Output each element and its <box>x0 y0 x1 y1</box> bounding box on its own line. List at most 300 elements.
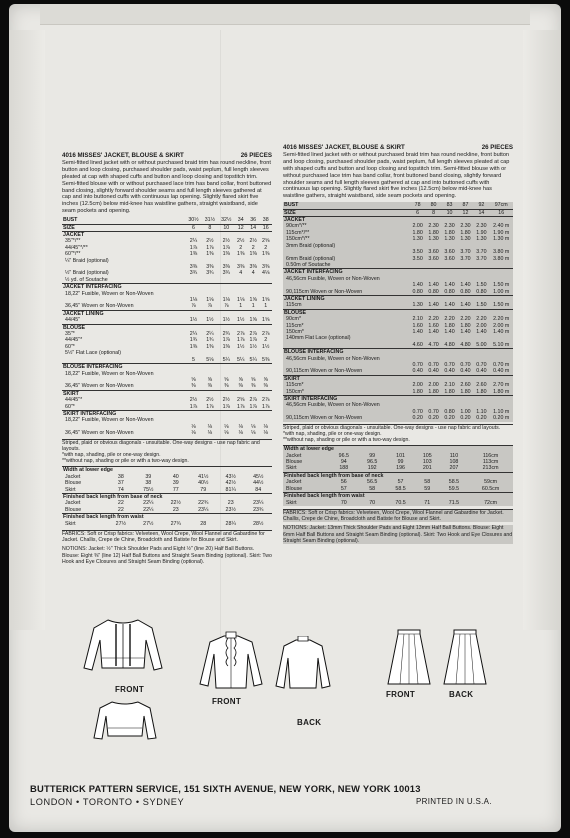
row-label: 0.50m of Soutache <box>286 261 331 268</box>
jacket-back-sketch <box>90 698 160 740</box>
table-cell: 2.00 <box>412 223 423 230</box>
row-label: 44/45"* <box>65 397 83 404</box>
table-cell: 40 <box>172 473 179 480</box>
table-cell: 14 <box>250 224 257 231</box>
table-cell: 12 <box>462 209 469 216</box>
table-cell: 28½ <box>253 520 264 527</box>
table-cell: 0.40 <box>460 368 471 375</box>
table-cell: 0.40 <box>476 368 487 375</box>
table-cell: 3⅜ <box>249 264 257 270</box>
table-cell: 5¼ <box>249 356 257 363</box>
table-cell: 1.50 <box>476 302 487 309</box>
table-row <box>283 415 513 421</box>
row-label <box>283 342 410 349</box>
table-cell: 2 <box>264 337 268 344</box>
row-label: JACKET <box>63 231 85 238</box>
table-cell: 57 <box>397 479 404 486</box>
pattern-title: 4016 MISSES' JACKET, BLOUSE & SKIRT 26 PIECES <box>62 152 272 159</box>
table-cell: 5.00 <box>476 341 487 348</box>
row-label: 140mm Flat Lace (optional) <box>286 335 351 342</box>
table-cell: 1.30 <box>412 302 423 309</box>
table-cell: 1.40 <box>460 302 471 309</box>
row-label: 44/45" <box>65 317 81 324</box>
table-cell: 22½ <box>170 500 181 507</box>
table-cell: 0.70 m <box>493 362 510 368</box>
table-cell <box>489 269 513 276</box>
table-cell: 84 <box>255 486 262 493</box>
table-cell: 0.20 <box>412 415 423 422</box>
table-cell: 2⅞ <box>249 397 257 404</box>
table-cell: 2½ <box>237 238 245 245</box>
table-cell <box>426 217 442 224</box>
table-row <box>283 349 513 356</box>
row-label: 18,22" Fusible, Woven or Non-Woven <box>65 417 154 424</box>
row-label <box>62 357 185 364</box>
row-label: 60"* <box>65 343 75 350</box>
table-cell <box>218 324 234 331</box>
measurement-heading: Finished back length from base of neck <box>284 472 384 479</box>
row-label: 150cm* <box>286 388 304 395</box>
table-cell: 2.20 <box>460 316 471 323</box>
table-cell: 57 <box>340 485 347 492</box>
table-cell <box>218 284 234 291</box>
table-cell <box>259 410 272 417</box>
table-row <box>283 289 513 296</box>
row-label: 46,56cm Fusible, Woven or Non-Woven <box>286 275 380 282</box>
table-cell: 2½ <box>249 238 257 245</box>
table-cell <box>185 324 201 331</box>
table-cell <box>473 375 489 382</box>
table-cell: 59.5 <box>448 485 460 492</box>
row-label: Blouse <box>286 485 303 492</box>
table-cell: 2.60 <box>460 382 471 389</box>
table-cell: 6 <box>192 224 195 231</box>
measurement-heading: Width at lower edge <box>63 467 113 474</box>
table-cell <box>426 295 442 302</box>
table-cell: 2⅞ <box>262 397 270 404</box>
table-cell: ⅜ <box>207 383 213 390</box>
row-label: 35"* <box>65 331 75 338</box>
table-row <box>62 507 272 514</box>
table-cell: 1½ <box>237 343 245 350</box>
table-cell: 1.40 <box>412 328 423 335</box>
table-cell: 58 <box>424 479 431 486</box>
table-cell: 1½ <box>189 317 198 324</box>
row-label: 150cm*/** <box>286 236 310 243</box>
row-label: Blouse <box>286 459 303 466</box>
table-cell: 1⅜ <box>189 251 198 258</box>
table-cell: 1.80 <box>428 229 439 236</box>
table-cell: 8 <box>208 224 212 231</box>
table-cell: 3.50 <box>412 249 423 256</box>
table-cell <box>185 284 201 291</box>
table-cell: 2.30 <box>444 223 455 230</box>
table-cell: 1⅛ <box>189 297 198 304</box>
table-row <box>62 224 272 231</box>
table-cell: 22 <box>117 500 124 507</box>
table-row <box>62 364 272 371</box>
table-cell: 3.60 <box>444 255 455 262</box>
table-cell <box>489 295 513 302</box>
table-cell <box>234 277 246 284</box>
table-cell <box>458 295 474 302</box>
table-cell: 0.40 <box>444 368 455 375</box>
table-cell: 1.30 <box>412 236 423 243</box>
table-cell: ⅛ <box>263 430 268 437</box>
table-cell: 74 <box>117 486 124 493</box>
table-cell: 1 <box>251 303 255 310</box>
table-cell <box>247 410 259 417</box>
table-cell <box>458 349 474 356</box>
table-cell: 37 <box>117 480 124 487</box>
table-cell: 1⅞ <box>206 244 214 251</box>
table-cell: 0.70 <box>412 408 423 415</box>
table-cell: 38 <box>117 473 124 480</box>
table-cell: 6 <box>416 209 420 216</box>
table-cell: 1.40 <box>428 328 439 335</box>
table-cell: 1¾ <box>206 337 214 344</box>
table-cell <box>247 390 259 397</box>
table-cell: 0.70 <box>476 362 487 368</box>
table-cell <box>259 277 272 284</box>
table-cell: 5.10 m <box>493 341 510 348</box>
fabric-note: Striped, plaid or obvious diagonals - unsuitable. One-way designs - use nap fabric and layouts. *with nap, shading, pile or one-way design. **without nap, shading or pile or with a two-way design. <box>62 439 272 465</box>
table-cell: 1½ <box>249 343 257 350</box>
table-cell: 2.40 m <box>493 223 510 230</box>
table-cell: 3.50 <box>412 255 423 262</box>
table-cell <box>426 375 442 382</box>
back-label-1: BACK <box>297 718 322 727</box>
imperial-column <box>62 153 272 565</box>
table-cell: 1.30 <box>460 236 471 243</box>
row-label: 90,115cm Woven or Non-Woven <box>286 368 363 375</box>
table-cell: 213cm <box>482 465 499 472</box>
table-cell: 22¼ <box>143 500 154 507</box>
table-cell <box>442 309 458 316</box>
table-cell: ⅛ <box>263 423 268 430</box>
table-cell: 3.60 <box>428 255 439 262</box>
row-label: 115cm* <box>286 382 304 389</box>
table-cell <box>458 262 474 269</box>
table-cell: 1⅝ <box>262 297 270 304</box>
table-cell <box>202 324 218 331</box>
table-cell: 1⅜ <box>249 251 257 258</box>
table-cell: 1.80 <box>460 229 471 236</box>
table-cell: 2.20 <box>444 316 455 323</box>
table-cell <box>202 277 218 284</box>
table-cell <box>202 284 218 291</box>
table-cell <box>442 349 458 356</box>
table-cell: 27½ <box>143 520 154 527</box>
table-row <box>283 295 513 302</box>
table-cell: 2½ <box>189 397 198 404</box>
table-cell: 1.30 <box>428 236 439 243</box>
table-cell: ⅝ <box>207 376 213 383</box>
row-label: Skirt <box>286 499 297 506</box>
table-cell: 4⅛ <box>262 270 270 277</box>
table-row <box>283 375 513 382</box>
table-row <box>62 404 272 411</box>
table-cell: 1.80 <box>460 322 471 329</box>
envelope-right-edge <box>523 30 561 630</box>
table-cell <box>218 364 234 371</box>
table-cell: 3⅜ <box>262 264 270 270</box>
table-cell <box>410 217 426 224</box>
table-cell: ⅝ <box>263 376 268 383</box>
table-row <box>283 269 513 276</box>
table-cell: ⅛ <box>224 430 229 437</box>
measurement-heading-row <box>283 446 513 453</box>
table-cell: 108 <box>449 459 459 466</box>
table-cell: ⅛ <box>250 430 256 437</box>
table-cell <box>426 262 442 269</box>
table-cell: 1.30 m <box>493 236 510 243</box>
table-cell: 116cm <box>482 452 499 459</box>
table-cell: 0.80 <box>476 288 487 295</box>
table-row <box>62 390 272 397</box>
metric-fabric-note: Striped, plaid or obvious diagonals - unsuitable. One-way designs - use nap fabric and layouts. *with nap, shading, pile or one-way design. **without nap, shading or pile or with a two-way design. <box>283 424 513 444</box>
table-cell: 1½ <box>262 343 270 350</box>
table-cell: 1⅜ <box>237 251 245 258</box>
table-cell: ⅜ <box>238 383 243 390</box>
table-cell: 22¾ <box>198 500 209 507</box>
row-label: SIZE <box>63 224 75 231</box>
table-cell <box>426 349 442 356</box>
table-cell <box>410 309 426 316</box>
table-cell: 1.30 <box>444 236 455 243</box>
table-cell: 2.20 <box>428 316 439 323</box>
table-cell: 1⅜ <box>206 251 214 258</box>
table-cell: 10 <box>446 209 453 216</box>
table-cell: 99 <box>369 452 376 459</box>
table-row <box>283 396 513 403</box>
measurement-heading-row <box>283 493 513 500</box>
table-cell <box>259 310 272 317</box>
table-cell: 1.40 <box>428 302 439 309</box>
table-cell: 1.60 <box>428 322 439 329</box>
table-cell <box>259 390 272 397</box>
table-cell: 2⅝ <box>237 397 245 404</box>
table-cell: 1.80 <box>476 388 487 395</box>
table-cell <box>410 269 426 276</box>
table-cell: 59 <box>424 485 431 492</box>
table-cell <box>473 262 489 269</box>
row-label: SKIRT INTERFACING <box>284 396 338 403</box>
row-label: Jacket <box>286 479 302 486</box>
table-cell: 14 <box>478 209 485 216</box>
table-row <box>283 500 513 506</box>
table-cell <box>473 295 489 302</box>
row-label: 36,45" Woven or Non-Woven <box>65 430 134 437</box>
table-cell: ⅛ <box>238 430 243 437</box>
table-cell <box>442 262 458 269</box>
table-cell: 2 <box>264 244 268 251</box>
table-cell: 2.30 <box>476 223 487 230</box>
table-cell: 23¼ <box>253 500 264 507</box>
table-cell: 1.40 <box>444 328 455 335</box>
table-cell: 1⅜ <box>189 343 198 350</box>
table-cell: 101 <box>396 452 405 459</box>
table-cell: 56 <box>340 479 347 486</box>
table-cell: 1.90 m <box>493 229 510 236</box>
row-label: 46,56cm Fusible, Woven or Non-Woven <box>286 402 380 409</box>
pattern-description-metric: Semi-fitted lined jacket with or without purchased braid trim has round neckline, front button and loop closing, purchased shoulder pads, waist peplum, full length sleeves pleated at cap with shaped cuffs and button and loop closing and topstitch trim. Semi-fitted blouse with or without purchased lace trim has band collar, front buttoned band closing, slightly forward shoulder seams and full length sleeves gathered at cap and into buttoned cuffs with continuous lap opening. Slightly flared skirt five inches (12.5cm) below mid-knee has waistline gathers, straight waistband, side seam pockets and opening. <box>283 151 510 200</box>
table-cell: 38 <box>262 217 269 224</box>
table-cell <box>442 295 458 302</box>
table-cell: 23 <box>172 506 179 513</box>
table-cell: 3⅜ <box>189 264 198 270</box>
table-cell: 2 <box>239 244 243 251</box>
table-cell: 16 <box>498 209 505 216</box>
table-cell: ⅝ <box>224 376 229 383</box>
table-cell: 81¼ <box>225 486 236 493</box>
table-cell: 2.30 <box>428 223 439 230</box>
table-cell: 110 <box>449 452 459 459</box>
table-cell: 5⅜ <box>262 356 270 363</box>
table-cell: 0.20 <box>444 415 455 422</box>
table-cell: 45½ <box>253 473 264 480</box>
table-row <box>62 303 272 310</box>
table-cell <box>234 390 246 397</box>
row-label: 90cm*/** <box>286 223 307 230</box>
table-cell: 3.70 <box>460 255 471 262</box>
table-cell: 36 <box>250 217 257 224</box>
back-label-2: BACK <box>449 690 474 699</box>
table-cell: 1.40 <box>460 328 471 335</box>
table-cell: 2½ <box>206 238 214 245</box>
table-cell <box>410 349 426 356</box>
table-cell: 5 <box>192 356 195 363</box>
table-cell: 4.70 <box>428 341 439 348</box>
table-cell <box>473 396 489 403</box>
table-cell <box>489 309 513 316</box>
table-cell: 1.80 <box>412 388 423 395</box>
table-cell: 2¾ <box>222 331 230 338</box>
table-cell: 1⅞ <box>222 244 230 251</box>
table-cell <box>473 349 489 356</box>
table-cell: 1.60 <box>412 322 423 329</box>
table-cell: 92 <box>478 202 485 209</box>
row-label: 3mm Braid (optional) <box>286 242 336 249</box>
table-cell: 1.80 <box>412 229 423 236</box>
row-label: BLOUSE INTERFACING <box>284 349 344 356</box>
table-cell: ⅝ <box>191 376 196 383</box>
table-cell: 2.00 <box>476 322 487 329</box>
table-cell: 39 <box>172 480 179 487</box>
table-cell <box>247 310 259 317</box>
table-cell: 87 <box>462 202 469 209</box>
table-row <box>283 202 513 209</box>
table-cell: 1.80 <box>460 388 471 395</box>
table-cell: 1.00 <box>460 408 471 415</box>
table-cell: 1.40 m <box>493 328 510 335</box>
table-cell: 3.80 m <box>493 249 510 256</box>
table-cell: 96.5 <box>338 452 349 459</box>
table-cell: 27½ <box>115 520 126 527</box>
table-cell: 1⅝ <box>249 317 257 324</box>
row-label: 35"*/** <box>65 238 81 245</box>
jacket-front-sketch <box>78 616 168 678</box>
row-label: Skirt <box>65 486 76 493</box>
row-label: 115cm* <box>286 322 304 329</box>
table-cell: 34 <box>237 217 244 224</box>
table-row <box>283 486 513 493</box>
publisher-address: BUTTERICK PATTERN SERVICE, 151 SIXTH AVENUE, NEW YORK, NEW YORK 10013 <box>30 783 421 794</box>
table-cell: ⅛ <box>250 423 256 430</box>
table-cell: 97cm <box>494 202 508 209</box>
measurement-heading-row <box>62 514 272 521</box>
row-label: SKIRT INTERFACING <box>63 410 117 417</box>
table-cell <box>473 217 489 224</box>
table-cell: 99 <box>397 459 404 466</box>
table-row <box>283 217 513 224</box>
blouse-front-sketch <box>196 630 266 692</box>
table-cell <box>218 410 234 417</box>
table-row <box>62 317 272 324</box>
table-cell: 3⅜ <box>206 264 214 270</box>
front-label-1: FRONT <box>115 685 145 694</box>
table-cell <box>489 375 513 382</box>
table-cell: 1.50 m <box>493 282 510 289</box>
table-cell: 2.00 m <box>493 322 510 329</box>
table-cell <box>234 284 246 291</box>
table-cell: 30½ <box>188 217 199 224</box>
envelope-flap <box>40 4 530 25</box>
table-cell: 1⅜ <box>206 343 214 350</box>
table-cell <box>458 269 474 276</box>
table-cell <box>259 284 272 291</box>
table-cell: 1⅛ <box>222 297 230 304</box>
table-row <box>62 521 272 527</box>
table-cell: ⅛ <box>224 423 229 430</box>
skirt-front-sketch <box>384 628 434 686</box>
skirt-back-sketch <box>440 628 490 686</box>
measurement-heading: Finished back length from waist <box>284 493 365 500</box>
table-row <box>62 284 272 291</box>
fabrics-text: FABRICS: Soft or Crisp fabrics: Velveteen, Wool Crepe, Wool Flannel and Gabardine for Jacket. Challis, Crepe de Chine, Broadcloth and Batiste for Blouse and Skirt. <box>62 530 272 543</box>
table-cell: 28¼ <box>225 520 236 527</box>
table-cell <box>426 396 442 403</box>
table-cell: 0.80 <box>444 288 455 295</box>
table-cell: 96.5 <box>367 459 378 466</box>
table-cell <box>473 309 489 316</box>
row-label: BLOUSE <box>63 324 86 331</box>
table-cell <box>185 410 201 417</box>
table-cell: ⅛ <box>238 423 243 430</box>
table-cell: 1⅞ <box>222 337 230 344</box>
row-label: Skirt <box>65 520 76 527</box>
table-cell: 3⅜ <box>237 264 245 270</box>
row-label: SKIRT <box>63 390 79 397</box>
table-cell: 1.40 <box>444 282 455 289</box>
table-row <box>283 465 513 472</box>
table-cell: 1.80 m <box>493 388 510 395</box>
table-cell: 78 <box>414 202 421 209</box>
row-label: 5½" Flat Lace (optional) <box>65 350 122 357</box>
table-cell: 3.80 m <box>493 255 510 262</box>
table-cell <box>458 396 474 403</box>
table-cell: 201 <box>422 465 432 472</box>
table-row <box>62 324 272 331</box>
row-label: ¼" Braid (optional) <box>65 257 109 264</box>
table-cell: 3.60 <box>428 249 439 256</box>
table-cell <box>247 364 259 371</box>
row-label: 6mm Braid (optional) <box>286 255 336 262</box>
table-cell: 1⅞ <box>262 403 270 410</box>
table-cell <box>458 217 474 224</box>
table-cell: 39 <box>145 473 152 480</box>
table-cell: ⅜ <box>250 383 256 390</box>
